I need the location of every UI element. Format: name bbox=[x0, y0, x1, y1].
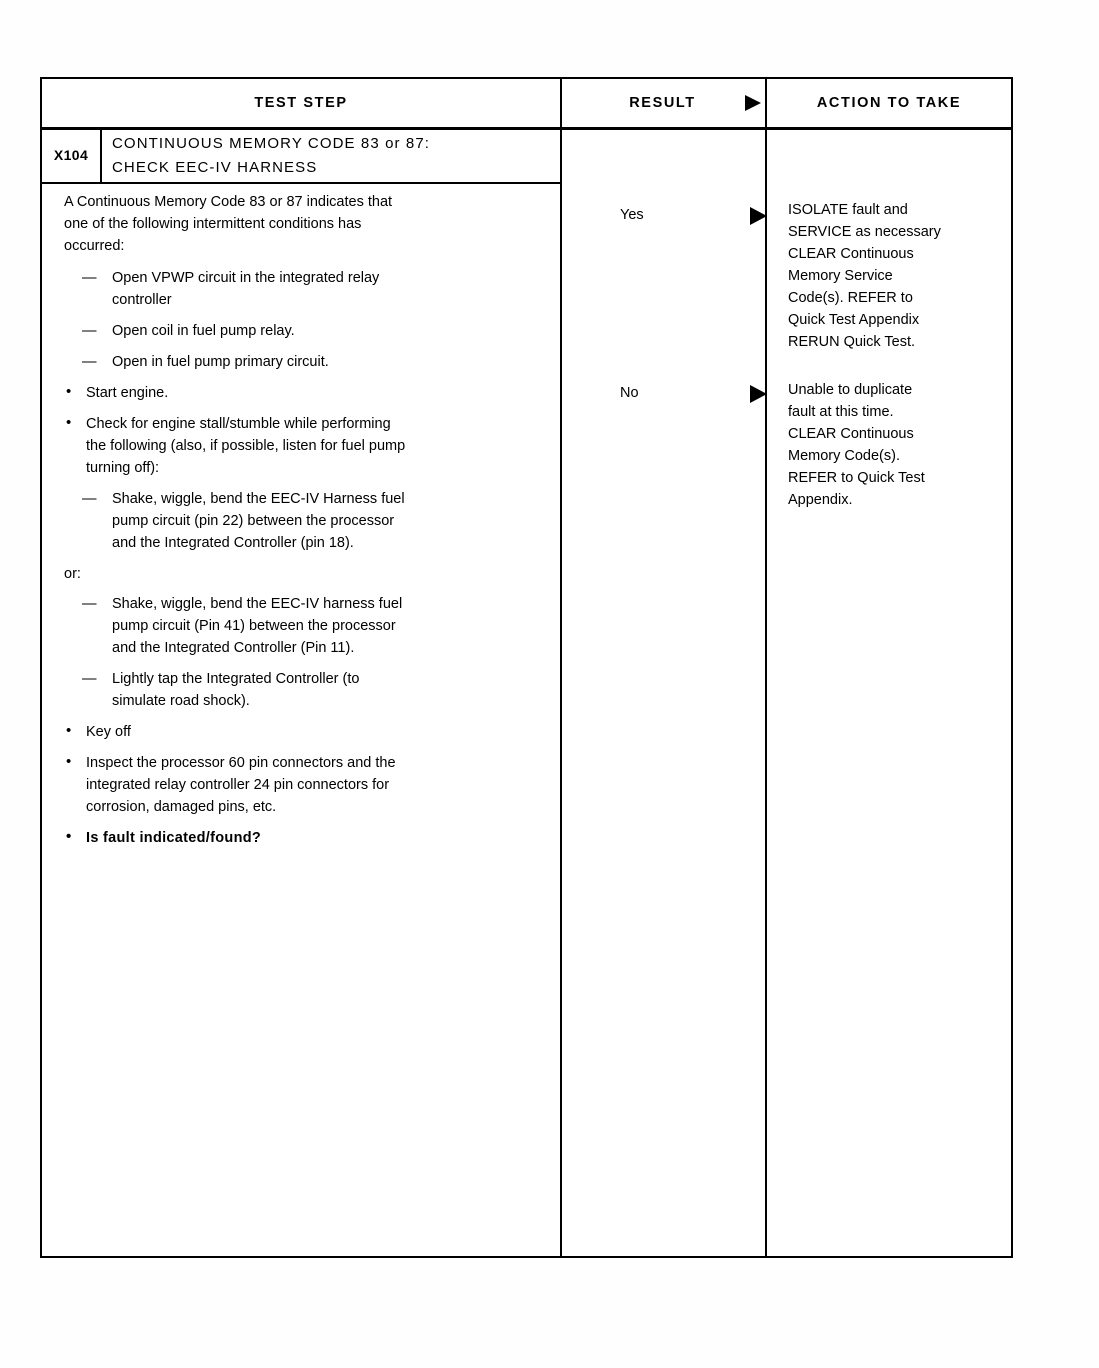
result-label: Yes bbox=[620, 207, 644, 223]
procedure-step-line: the following (also, if possible, listen for fuel pump bbox=[86, 438, 406, 454]
sub-action-item bbox=[64, 488, 544, 554]
bullet-marker-icon: • bbox=[66, 828, 72, 845]
step-title-row bbox=[42, 127, 560, 184]
sub-action-line: and the Integrated Controller (Pin 11). bbox=[112, 640, 355, 656]
action-for-no bbox=[765, 379, 1013, 511]
or-label: or: bbox=[64, 566, 81, 582]
sub-action-line: Shake, wiggle, bend the EEC-IV harness fuel bbox=[112, 596, 403, 612]
condition-line: controller bbox=[112, 292, 172, 308]
dash-marker-icon: — bbox=[82, 354, 97, 370]
procedure-step-line: Key off bbox=[86, 724, 131, 740]
condition-item bbox=[64, 267, 544, 311]
dash-marker-icon: — bbox=[82, 270, 97, 286]
action-line: Unable to duplicate bbox=[788, 382, 913, 398]
procedure-step bbox=[64, 752, 544, 818]
dash-marker-icon: — bbox=[82, 596, 97, 612]
procedure-step bbox=[64, 721, 544, 743]
pinpoint-test-table bbox=[40, 77, 1013, 1258]
column-divider-result bbox=[560, 79, 562, 1256]
procedure-step-line: Start engine. bbox=[86, 385, 169, 401]
sub-action-line: Lightly tap the Integrated Controller (to bbox=[112, 671, 360, 687]
action-line: Appendix. bbox=[788, 492, 853, 508]
condition-item bbox=[64, 320, 544, 342]
action-line: SERVICE as necessary bbox=[788, 224, 941, 240]
action-line: CLEAR Continuous bbox=[788, 426, 914, 442]
action-line: RERUN Quick Test. bbox=[788, 334, 916, 350]
sub-action-line: and the Integrated Controller (pin 18). bbox=[112, 535, 354, 551]
step-title-line-1: CONTINUOUS MEMORY CODE 83 or 87: bbox=[112, 135, 431, 152]
action-line: REFER to Quick Test bbox=[788, 470, 925, 486]
column-header-test-step: TEST STEP bbox=[254, 95, 348, 111]
action-line: ISOLATE fault and bbox=[788, 202, 908, 218]
dash-marker-icon: — bbox=[82, 491, 97, 507]
fault-question-line: Is fault indicated/found? bbox=[86, 830, 262, 846]
procedure-step bbox=[64, 413, 544, 479]
step-title-line-2: CHECK EEC-IV HARNESS bbox=[112, 159, 318, 176]
bullet-marker-icon: • bbox=[66, 722, 72, 739]
procedure-step bbox=[64, 382, 544, 404]
sub-action-line: pump circuit (Pin 41) between the processor bbox=[112, 618, 396, 634]
intro-paragraph bbox=[64, 191, 544, 257]
procedure-step-line: turning off): bbox=[86, 460, 160, 476]
result-label: No bbox=[620, 385, 639, 401]
sub-action-item bbox=[64, 668, 544, 712]
condition-line: Open VPWP circuit in the integrated relay bbox=[112, 270, 380, 286]
action-line: Memory Code(s). bbox=[788, 448, 900, 464]
fault-question bbox=[64, 827, 544, 849]
procedure-step-line: Check for engine stall/stumble while performing bbox=[86, 416, 391, 432]
dash-marker-icon: — bbox=[82, 323, 97, 339]
intro-line: occurred: bbox=[64, 238, 125, 254]
procedure-step-line: Inspect the processor 60 pin connectors and the bbox=[86, 755, 396, 771]
action-line: Memory Service bbox=[788, 268, 893, 284]
right-arrow-icon bbox=[745, 95, 761, 111]
sub-action-line: Shake, wiggle, bend the EEC-IV Harness fuel bbox=[112, 491, 405, 507]
sub-action-line: pump circuit (pin 22) between the processor bbox=[112, 513, 395, 529]
dash-marker-icon: — bbox=[82, 671, 97, 687]
intro-line: A Continuous Memory Code 83 or 87 indicates that bbox=[64, 194, 393, 210]
action-line: Quick Test Appendix bbox=[788, 312, 920, 328]
column-header-action-to-take: ACTION TO TAKE bbox=[816, 95, 962, 111]
bullet-marker-icon: • bbox=[66, 414, 72, 431]
action-line: CLEAR Continuous bbox=[788, 246, 914, 262]
bullet-marker-icon: • bbox=[66, 753, 72, 770]
procedure-step-line: corrosion, damaged pins, etc. bbox=[86, 799, 277, 815]
step-code: X104 bbox=[42, 127, 102, 182]
bullet-marker-icon: • bbox=[66, 383, 72, 400]
action-for-yes bbox=[765, 199, 1013, 353]
column-header-result: RESULT bbox=[629, 95, 696, 111]
condition-line: Open coil in fuel pump relay. bbox=[112, 323, 295, 339]
result-no bbox=[560, 382, 765, 404]
condition-item bbox=[64, 351, 544, 373]
step-title bbox=[102, 127, 560, 182]
action-line: Code(s). REFER to bbox=[788, 290, 913, 306]
table-header-row bbox=[42, 79, 1011, 127]
intro-line: one of the following intermittent conditions has bbox=[64, 216, 362, 232]
condition-line: Open in fuel pump primary circuit. bbox=[112, 354, 329, 370]
sub-action-line: simulate road shock). bbox=[112, 693, 250, 709]
result-yes bbox=[560, 204, 765, 226]
action-line: fault at this time. bbox=[788, 404, 894, 420]
test-step-body bbox=[42, 191, 560, 858]
sub-action-item bbox=[64, 593, 544, 659]
procedure-step-line: integrated relay controller 24 pin connectors for bbox=[86, 777, 390, 793]
